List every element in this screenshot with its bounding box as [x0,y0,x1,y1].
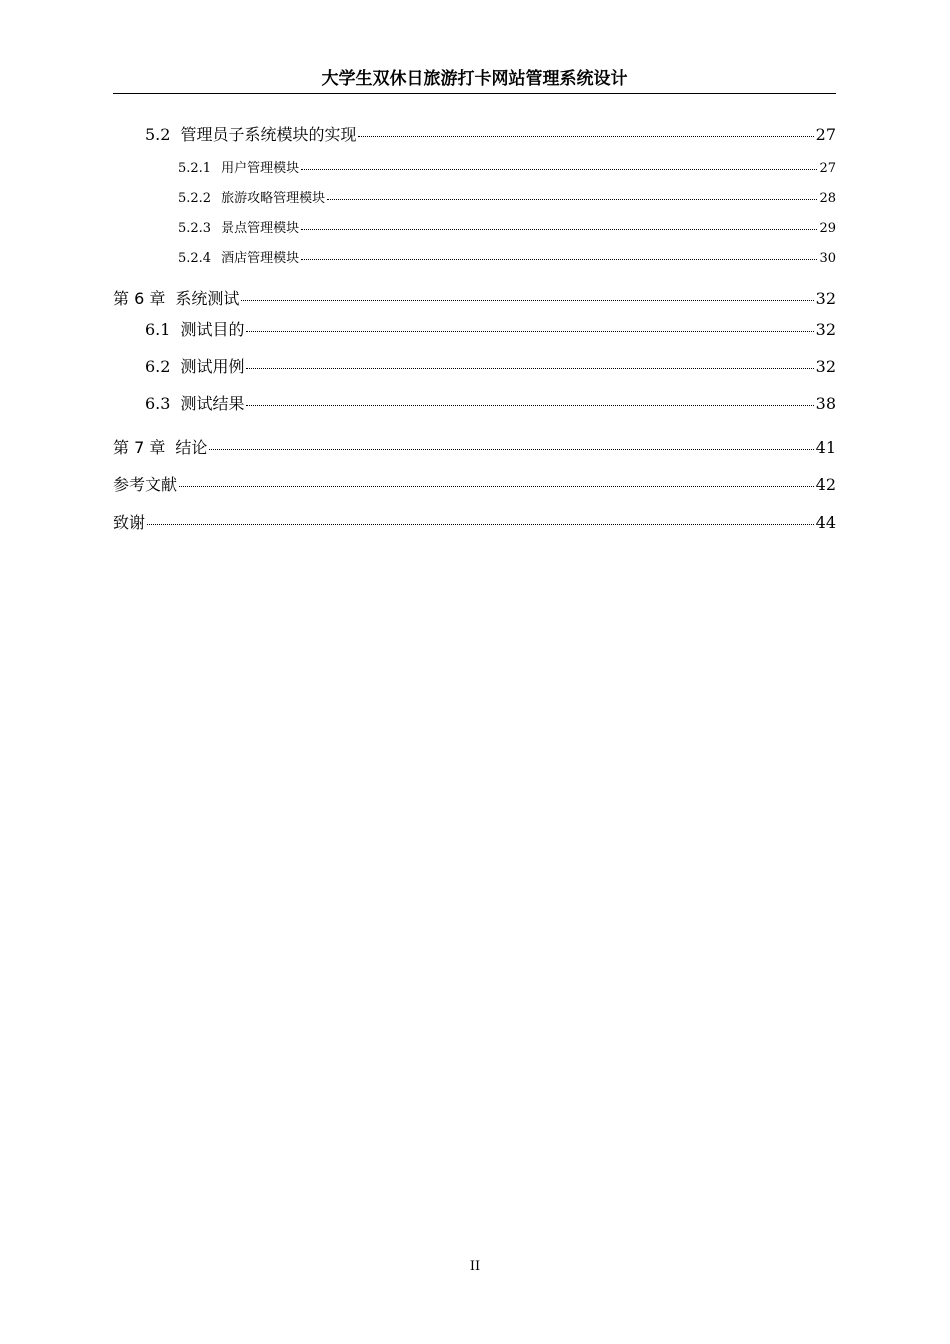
toc-entry-page: 38 [815,394,836,413]
toc-entry-6-1[interactable] [145,317,836,340]
toc-entry-6-2[interactable] [145,354,836,377]
toc-entry-label: 用户管理模块 [221,161,300,176]
toc-entry-page: 41 [815,438,836,457]
toc-entry-page: 32 [815,289,836,308]
toc-entry-number: 第 7 章 [113,438,166,457]
toc-entry-page: 29 [819,221,836,236]
toc-dot-leader [358,136,813,137]
toc-entry-page: 27 [815,125,836,144]
page-number: II [469,1259,481,1274]
toc-dot-leader [209,449,813,450]
toc-entry-label: 旅游攻略管理模块 [221,191,326,206]
toc-dot-leader [147,524,814,525]
toc-entry-number: 6.2 [145,357,171,376]
toc-entry-label: 景点管理模块 [221,221,300,236]
toc-dot-leader [241,300,813,301]
toc-entry-page: 42 [815,475,836,494]
toc-dot-leader [301,259,817,260]
toc-entry-chapter-6[interactable] [113,286,836,309]
toc-entry-5-2-4[interactable] [178,247,836,266]
toc-entry-references[interactable] [113,472,836,495]
toc-entry-number: 5.2.4 [178,251,212,266]
running-header-title: 大学生双休日旅游打卡网站管理系统设计 [321,69,628,89]
toc-entry-5-2-2[interactable] [178,187,836,206]
toc-dot-leader [179,486,814,487]
toc-entry-page: 30 [819,251,836,266]
toc-entry-label: 系统测试 [175,289,240,308]
toc-entry-number: 6.3 [145,394,171,413]
toc-entry-number: 5.2.1 [178,161,212,176]
toc-dot-leader [246,368,813,369]
toc-entry-label: 测试结果 [180,394,245,413]
toc-dot-leader [301,229,817,230]
toc-entry-page: 32 [815,320,836,339]
toc-entry-label: 测试用例 [180,357,245,376]
toc-entry-label: 酒店管理模块 [221,251,300,266]
toc-entry-5-2-1[interactable] [178,157,836,176]
toc-dot-leader [246,331,813,332]
toc-entry-number: 6.1 [145,320,171,339]
toc-dot-leader [327,199,817,200]
toc-entry-5-2[interactable] [145,122,836,145]
toc-entry-label: 管理员子系统模块的实现 [180,125,357,144]
toc-entry-page: 44 [815,513,836,532]
toc-entry-label: 结论 [175,438,208,457]
toc-entry-chapter-7[interactable] [113,435,836,458]
toc-dot-leader [301,169,817,170]
toc-entry-page: 28 [819,191,836,206]
toc-entry-label: 参考文献 [113,475,178,494]
toc-entry-6-3[interactable] [145,391,836,414]
toc-entry-label: 致谢 [113,513,146,532]
toc-entry-number: 5.2.3 [178,221,212,236]
toc-entry-number: 5.2 [145,125,171,144]
toc-entry-number: 第 6 章 [113,289,166,308]
toc-entry-page: 27 [819,161,836,176]
toc-entry-5-2-3[interactable] [178,217,836,236]
toc-entry-acknowledgements[interactable] [113,510,836,533]
toc-entry-number: 5.2.2 [178,191,212,206]
toc-entry-label: 测试目的 [180,320,245,339]
toc-dot-leader [246,405,813,406]
toc-entry-page: 32 [815,357,836,376]
